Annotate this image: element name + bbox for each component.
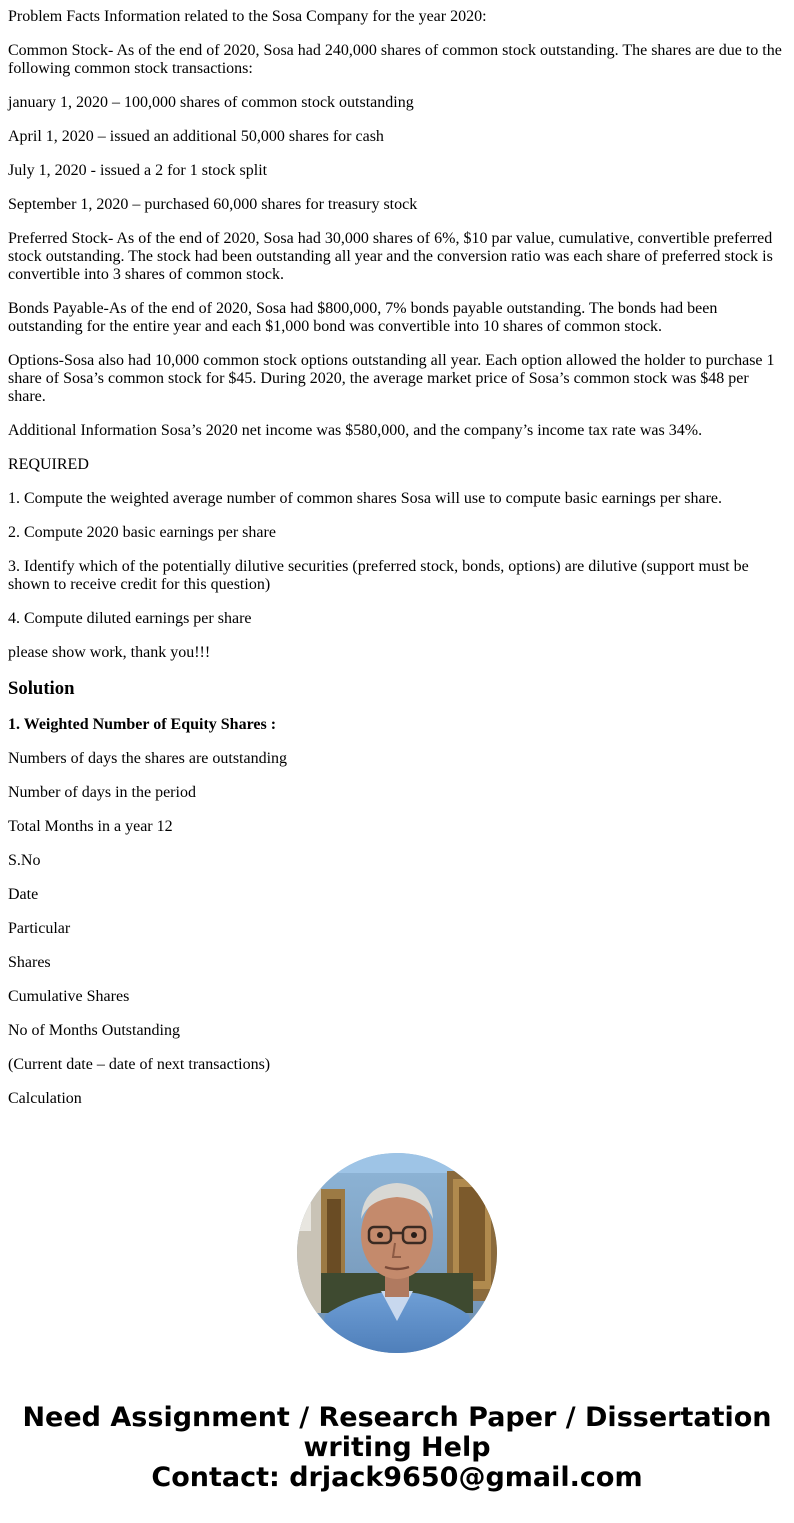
transaction-2: April 1, 2020 – issued an additional 50,000 shares for cash: [8, 128, 384, 145]
solution-heading: Solution: [8, 678, 75, 699]
solution-line: Particular: [8, 920, 71, 937]
solution-line: Total Months in a year 12: [8, 818, 173, 835]
contact-banner: [0, 1403, 794, 1493]
transaction-3: July 1, 2020 - issued a 2 for 1 stock split: [8, 162, 268, 179]
required-item-3: 3. Identify which of the potentially dilutive securities (preferred stock, bonds, options) are dilutive (support must be shown to receive credit for this question): [8, 558, 749, 593]
banner-line-2: writing Help: [303, 1432, 491, 1463]
required-item-2: 2. Compute 2020 basic earnings per share: [8, 524, 276, 541]
options-paragraph: Options-Sosa also had 10,000 common stock options outstanding all year. Each option allowed the holder to purchase 1 share of Sosa’s common stock for $45. During 2020, the average market price of Sosa’s common stock was $48 per share.: [8, 352, 775, 405]
solution-line: Shares: [8, 954, 51, 971]
required-item-4: 4. Compute diluted earnings per share: [8, 610, 252, 627]
required-item-1: 1. Compute the weighted average number of common shares Sosa will use to compute basic earnings per share.: [8, 490, 723, 507]
preferred-stock-paragraph: Preferred Stock- As of the end of 2020, Sosa had 30,000 shares of 6%, $10 par value, cumulative, convertible preferred stock outstanding. The stock had been outstanding all year and the conversion ratio was each share of preferred stock is convertible into 3 shares of common stock.: [8, 230, 773, 283]
bonds-paragraph: Bonds Payable-As of the end of 2020, Sosa had $800,000, 7% bonds payable outstanding. The bonds had been outstanding for the entire year and each $1,000 bond was convertible into 10 shares of common stock.: [8, 300, 718, 335]
common-stock-paragraph: Common Stock- As of the end of 2020, Sosa had 240,000 shares of common stock outstanding. The shares are due to the following common stock transactions:: [8, 42, 782, 77]
person-photo-icon: [297, 1153, 497, 1353]
additional-info-paragraph: Additional Information Sosa’s 2020 net income was $580,000, and the company’s income tax rate was 34%.: [8, 422, 703, 439]
solution-line: No of Months Outstanding: [8, 1022, 180, 1039]
transaction-1: january 1, 2020 – 100,000 shares of common stock outstanding: [8, 94, 414, 111]
required-label: REQUIRED: [8, 456, 89, 473]
solution-subheading: 1. Weighted Number of Equity Shares :: [8, 716, 277, 733]
closing-note: please show work, thank you!!!: [8, 644, 211, 661]
solution-line: Numbers of days the shares are outstanding: [8, 750, 288, 767]
avatar: [297, 1153, 497, 1353]
solution-line: Calculation: [8, 1090, 82, 1107]
solution-line: S.No: [8, 852, 41, 869]
solution-line: (Current date – date of next transactions): [8, 1056, 271, 1073]
solution-line: Date: [8, 886, 39, 903]
problem-intro: Problem Facts Information related to the Sosa Company for the year 2020:: [8, 8, 487, 25]
banner-line-1: Need Assignment / Research Paper / Dissertation: [22, 1402, 772, 1433]
banner-contact-email: Contact: drjack9650@gmail.com: [151, 1462, 643, 1493]
solution-line: Cumulative Shares: [8, 988, 130, 1005]
solution-line: Number of days in the period: [8, 784, 196, 801]
transaction-4: September 1, 2020 – purchased 60,000 shares for treasury stock: [8, 196, 418, 213]
document-body: [8, 0, 786, 1124]
